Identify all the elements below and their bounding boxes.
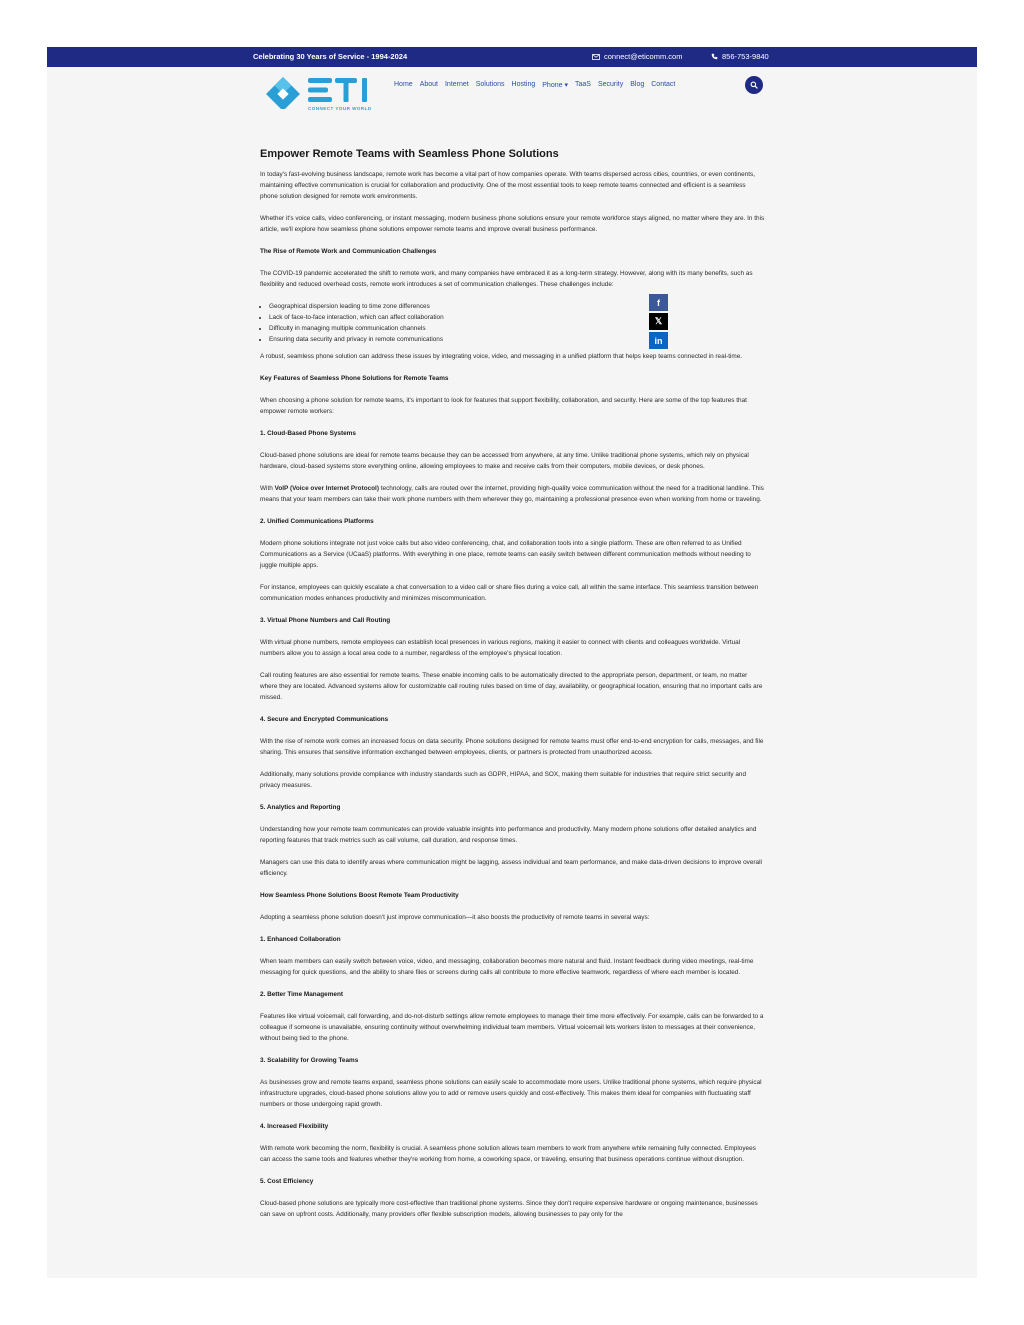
voip-term: VoIP (Voice over Internet Protocol) (274, 485, 379, 492)
text-run: With (260, 485, 275, 492)
section-heading: The Rise of Remote Work and Communication Challenges (260, 248, 437, 255)
subsection-heading: 3. Scalability for Growing Teams (260, 1057, 359, 1064)
paragraph: As businesses grow and remote teams expand, seamless phone solutions can easily scale to accommodate more users. Unlike traditional phone systems, which require physical infrastructure upgrades, cloud-based phone solutions allow you to add or remove users quickly and cost-effectively. This makes them ideal for companies with fluctuating staff numbers or those undergoing rapid growth. (260, 1079, 762, 1108)
article-title: Empower Remote Teams with Seamless Phone Solutions (260, 148, 559, 160)
nav-contact[interactable]: Contact (651, 81, 676, 88)
main-nav (394, 81, 675, 89)
eti-logo[interactable] (265, 75, 375, 113)
subsection-heading: 3. Virtual Phone Numbers and Call Routing (260, 617, 391, 624)
nav-internet[interactable]: Internet (444, 81, 469, 88)
paragraph: Additionally, many solutions provide compliance with industry standards such as GDPR, HIPAA, and SOX, making them suitable for industries that require strict security and privacy measures. (260, 771, 747, 789)
nav-hosting[interactable]: Hosting (511, 81, 536, 88)
challenges-list (260, 301, 765, 345)
paragraph: Adopting a seamless phone solution doesn't just improve communication—it also boosts the productivity of remote teams in several ways: (260, 914, 650, 921)
paragraph: A robust, seamless phone solution can address these issues by integrating voice, video, and messaging in a unified platform that helps keep teams connected in real-time. (260, 353, 743, 360)
linkedin-icon: in (654, 335, 663, 346)
paragraph: When team members can easily switch between voice, video, and messaging, collaboration becomes more natural and fluid. Instant feedback during video meetings, real-time messaging for quick questions, and the ability to share files or screens during calls all contribute to more effective teamwork, regardless of where each member is located. (260, 958, 754, 976)
logo-tagline: CONNECT YOUR WORLD (308, 106, 372, 111)
paragraph: Modern phone solutions integrate not just voice calls but also video conferencing, chat, and collaboration tools into a single platform. These are often referred to as Unified Communications as a Service (UCaaS) platforms. With everything in one place, remote teams can easily switch between different communication methods without needing to juggle multiple apps. (260, 540, 751, 569)
subsection-heading: 2. Unified Communications Platforms (260, 518, 374, 525)
subsection-heading: 4. Secure and Encrypted Communications (260, 716, 389, 723)
email-link[interactable] (592, 52, 682, 61)
subsection-heading: 5. Analytics and Reporting (260, 804, 341, 811)
phone-text: 856-753-9840 (722, 52, 769, 61)
phone-icon (711, 53, 718, 60)
section-heading: How Seamless Phone Solutions Boost Remote Team Productivity (260, 892, 459, 899)
list-item: • Lack of face-to-face interaction, which can affect collaboration (269, 312, 765, 323)
nav-blog[interactable]: Blog (630, 81, 645, 88)
x-icon: 𝕏 (654, 316, 663, 326)
search-button[interactable] (745, 76, 763, 94)
anniversary-text: Celebrating 30 Years of Service - 1994-2024 (253, 52, 408, 61)
paragraph: Cloud-based phone solutions are typically more cost-effective than traditional phone systems. Since they don't require expensive hardware or ongoing maintenance, businesses can save on upfront costs. Additionally, many providers offer flexible subscription models, allowing businesses to pay only for the (260, 1200, 758, 1218)
facebook-icon: f (657, 297, 660, 308)
search-icon (750, 81, 758, 89)
paragraph: In today's fast-evolving business landscape, remote work has become a vital part of how companies operate. With teams dispersed across cities, countries, or even continents, maintaining effective communication is crucial for collaboration and productivity. One of the most essential tools to keep remote teams connected and efficient is a seamless phone solution designed for remote work environments. (260, 171, 755, 200)
paragraph: When choosing a phone solution for remote teams, it's important to look for features that support flexibility, collaboration, and security. Here are some of the top features that empower remote workers: (260, 397, 747, 415)
nav-about[interactable]: About (419, 81, 438, 88)
section-heading: Key Features of Seamless Phone Solutions for Remote Teams (260, 375, 449, 382)
paragraph: With virtual phone numbers, remote employees can establish local presences in various regions, making it easier to connect with clients and colleagues worldwide. Virtual numbers allow you to assign a local area code to a number, regardless of the employee's physical location. (260, 639, 741, 657)
paragraph: For instance, employees can quickly escalate a chat conversation to a video call or share files during a voice call, all within the same interface. This seamless transition between communication modes enhances productivity and minimizes miscommunication. (260, 584, 759, 602)
nav-home[interactable]: Home (394, 81, 413, 88)
nav-phone[interactable]: Phone ▾ (542, 82, 568, 89)
subsection-heading: 1. Cloud-Based Phone Systems (260, 430, 356, 437)
nav-security[interactable]: Security (597, 81, 624, 88)
paragraph: The COVID-19 pandemic accelerated the shift to remote work, and many companies have embraced it as a long-term strategy. However, along with its many benefits, such as flexibility and reduced overhead costs, remote work introduces a set of communication challenges. These challenges include: (260, 270, 753, 288)
email-text: connect@eticomm.com (604, 52, 683, 61)
list-item: • Geographical dispersion leading to time zone differences (269, 301, 765, 312)
list-item: • Difficulty in managing multiple communication channels (269, 323, 765, 334)
paragraph: Features like virtual voicemail, call forwarding, and do-not-disturb settings allow remote employees to manage their time more effectively. For example, calls can be forwarded to a colleague if someone is unavailable, ensuring continuity without overwhelming individual team members. Virtual voicemail lets workers listen to messages at their convenience, without being tied to the phone. (260, 1013, 764, 1042)
page-frame (47, 47, 977, 1278)
paragraph: Whether it's voice calls, video conferencing, or instant messaging, modern business phone solutions ensure your remote workforce stays aligned, no matter where they are. In this article, we'll explore how seamless phone solutions empower remote teams and improve overall business performance. (260, 215, 765, 233)
paragraph: Managers can use this data to identify areas where communication might be lagging, assess individual and team performance, and make data-driven decisions to improve overall efficiency. (260, 859, 762, 877)
subsection-heading: 4. Increased Flexibility (260, 1123, 329, 1130)
paragraph: Call routing features are also essential for remote teams. These enable incoming calls to be automatically directed to the appropriate person, department, or team, no matter where they are located. Advanced systems allow for customizable call routing rules based on time of day, availability, or geographical location, ensuring that no important calls are missed. (260, 672, 763, 701)
paragraph: With the rise of remote work comes an increased focus on data security. Phone solutions designed for remote teams must offer end-to-end encryption for calls, messages, and file sharing. This ensures that sensitive information exchanged between employees, clients, or partners is protected from unauthorized access. (260, 738, 764, 756)
subsection-heading: 1. Enhanced Collaboration (260, 936, 341, 943)
envelope-icon (592, 54, 600, 60)
top-bar (47, 47, 977, 67)
paragraph: Cloud-based phone solutions are ideal for remote teams because they can be accessed from anywhere, at any time. Unlike traditional phone systems, which rely on physical hardware, cloud-based systems store everything online, allowing employees to make and receive calls from their computers, mobile devices, or desk phones. (260, 452, 749, 470)
phone-link[interactable] (711, 52, 769, 61)
list-item: • Ensuring data security and privacy in remote communications (269, 334, 765, 345)
article-body (260, 147, 765, 1231)
logo-graphic (265, 75, 375, 109)
paragraph: With remote work becoming the norm, flexibility is crucial. A seamless phone solution allows team members to work from anywhere while remaining fully connected. Employees can access the same tools and features whether they're working from home, a coworking space, or traveling, ensuring that business operations continue without disruption. (260, 1145, 756, 1163)
text-run: technology, calls are routed over the internet, providing high-quality voice communication without the need for a traditional landline. This means that your team members can take their work phone numbers with them wherever they go, maintaining a professional presence even when working from home or traveling. (260, 485, 764, 503)
paragraph: Understanding how your remote team communicates can provide valuable insights into performance and productivity. Many modern phone solutions offer detailed analytics and reporting features that track metrics such as call volume, call duration, and response times. (260, 826, 757, 844)
subsection-heading: 2. Better Time Management (260, 991, 343, 998)
paragraph (260, 483, 765, 505)
nav-solutions[interactable]: Solutions (475, 81, 505, 88)
subsection-heading: 5. Cost Efficiency (260, 1178, 314, 1185)
nav-taas[interactable]: TaaS (574, 81, 591, 88)
